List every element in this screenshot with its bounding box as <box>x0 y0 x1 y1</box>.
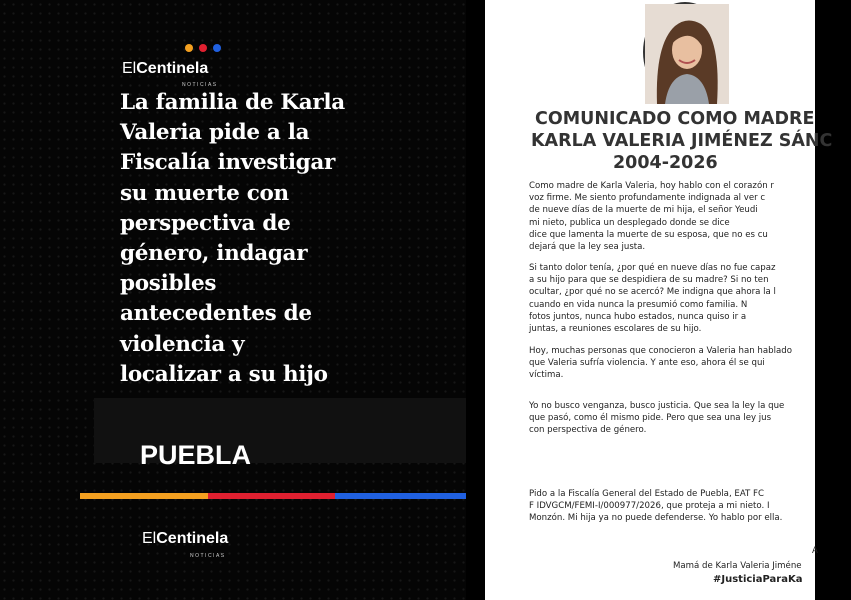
logo-name: Centinela <box>136 60 209 77</box>
signature-initial: A <box>812 546 818 556</box>
headline-line: Valeria pide a la <box>120 120 310 146</box>
logo-sub: NOTICIAS <box>190 553 226 559</box>
headline-line: género, indagar <box>120 241 308 267</box>
city-label: PUEBLA <box>140 440 252 470</box>
text-line: ocultar, ¿por qué no se acercó? Me indigna que ahora la l <box>529 287 776 298</box>
paragraph-3 <box>529 345 829 382</box>
text-line: cuando en vida nunca la presumió como familia. N <box>529 299 748 310</box>
logo-name: Centinela <box>156 530 229 547</box>
logo-sub: NOTICIAS <box>182 82 218 88</box>
text-line: mi nieto, publica un desplegado donde se dice <box>529 217 730 228</box>
paragraph-1 <box>529 180 829 253</box>
text-line: Monzón. Mi hija ya no puede defenderse. Yo hablo por ella. <box>529 513 783 524</box>
text-line: víctima. <box>529 370 564 381</box>
portrait-photo <box>643 2 727 102</box>
text-line: Hoy, muchas personas que conocieron a Valeria han hablado <box>529 346 792 356</box>
text-line: Si tanto dolor tenía, ¿por qué en nueve días no fue capaz <box>529 263 776 273</box>
document-page <box>485 0 833 600</box>
text-line: fotos juntos, nunca hubo estados, nunca quiso ir a <box>529 311 747 322</box>
text-line: de nueve días de la muerte de mi hija, el señor Yeudi <box>529 205 758 216</box>
headline-line: perspectiva de <box>120 210 291 236</box>
tricolor-stripe-orange <box>80 493 208 499</box>
headline-line: violencia y <box>120 331 245 357</box>
headline-line: La familia de Karla <box>120 90 345 115</box>
el-centinela-logo <box>122 60 218 88</box>
headline-line: antecedentes de <box>120 301 312 327</box>
text-line: con perspectiva de género. <box>529 425 647 436</box>
blue-dot <box>213 44 221 52</box>
tricolor-stripe-red <box>208 493 335 499</box>
text-line: Como madre de Karla Valeria, hoy hablo con el corazón r <box>529 181 774 191</box>
document-panel <box>466 0 833 600</box>
headline-line: Fiscalía investigar <box>120 150 336 176</box>
headline-line: localizar a su hijo <box>120 361 328 387</box>
paragraph-2 <box>529 262 829 335</box>
text-line: a su hijo para que se despidiera de su madre? Si no ten <box>529 275 769 286</box>
el-centinela-logo-bottom <box>142 530 229 559</box>
headline-line: su muerte con <box>120 180 289 206</box>
orange-dot <box>185 44 193 52</box>
text-line: dejará que la ley sea justa. <box>529 242 646 253</box>
text-line: Pido a la Fiscalía General del Estado de Puebla, EAT FC <box>529 489 764 499</box>
headline <box>120 88 460 390</box>
paragraph-4 <box>529 400 829 437</box>
portrait-icon <box>645 4 729 104</box>
hashtag: #JusticiaParaKa <box>713 574 803 585</box>
title-line: KARLA VALERIA JIMÉNEZ SÁNC <box>531 131 833 151</box>
brand-dots <box>185 44 221 52</box>
title-line: COMUNICADO COMO MADRE <box>535 109 815 129</box>
text-line: juntas, a reuniones escolares de su hijo. <box>529 324 702 335</box>
text-line: que pasó, como él mismo pide. Pero que sea una ley jus <box>529 413 772 424</box>
paragraph-5 <box>529 488 829 525</box>
text-line: dice que lamenta la muerte de su esposa, que no es cu <box>529 229 768 240</box>
title-line: 2004-2026 <box>613 153 718 173</box>
signature-mother: Mamá de Karla Valeria Jiméne <box>673 561 802 571</box>
text-line: que Valeria sufría violencia. Y ante eso, ahora él se qui <box>529 358 765 369</box>
headline-line: posibles <box>120 271 217 297</box>
document-title <box>531 108 851 174</box>
text-line: voz firme. Me siento profundamente indignada al ver c <box>529 193 766 204</box>
tricolor-stripe-blue <box>335 493 466 499</box>
logo-prefix: El <box>142 530 157 547</box>
logo-prefix: El <box>122 60 137 77</box>
red-dot <box>199 44 207 52</box>
text-line: Yo no busco venganza, busco justicia. Que sea la ley la que <box>529 401 785 411</box>
text-line: F IDVGCM/FEMI-I/000977/2026, que proteja a mi nieto. I <box>529 501 770 512</box>
